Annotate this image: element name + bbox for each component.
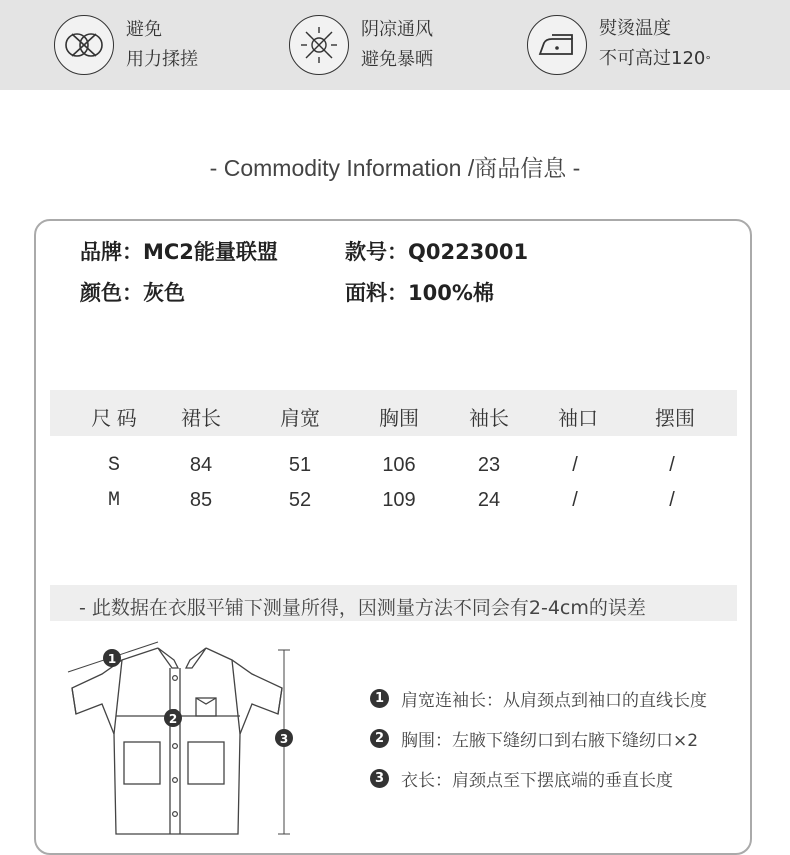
- diagram-marker-2: [164, 709, 182, 727]
- table-cell: M: [107, 489, 121, 512]
- marker-3-label: 3: [279, 732, 289, 746]
- care-iron-line2: [599, 44, 711, 76]
- care-wash-line2: 用力揉搓: [126, 49, 198, 70]
- care-iron-line1: 熨烫温度: [599, 18, 671, 39]
- brand-text: 品牌：MC2能量联盟: [80, 240, 278, 264]
- care-item-wash: [54, 14, 198, 76]
- legend-text: 肩宽连袖长：从肩颈点到袖口的直线长度: [401, 691, 707, 711]
- table-cell: S: [107, 454, 121, 477]
- table-cell: 85: [189, 489, 213, 511]
- care-sun-line1: 阴凉通风: [361, 19, 433, 40]
- care-item-iron: [527, 14, 711, 76]
- care-wash-line1: 避免: [126, 19, 162, 40]
- table-cell: 106: [382, 454, 416, 476]
- table-cell: /: [572, 454, 578, 476]
- section-title: - Commodity Information /商品信息 -: [209, 155, 581, 181]
- table-cell: /: [669, 489, 675, 511]
- table-cell: 52: [288, 489, 312, 511]
- marker-1-label: 1: [107, 652, 117, 666]
- header-cuff: 袖口: [558, 408, 598, 430]
- table-cell: 109: [382, 489, 416, 511]
- table-cell: 24: [477, 489, 501, 511]
- legend-text: 衣长：肩颈点至下摆底端的垂直长度: [401, 771, 673, 791]
- table-cell: 51: [288, 454, 312, 476]
- care-iron-temp: 不可高过120: [599, 48, 706, 69]
- legend-number: 3: [370, 769, 389, 788]
- model-text: 款号：Q0223001: [345, 240, 529, 264]
- care-iron-unit: °: [705, 54, 711, 67]
- no-sun-icon: [289, 15, 349, 75]
- header-chest: 胸围: [379, 408, 419, 430]
- care-sun-line2: 避免暴晒: [361, 49, 433, 70]
- header-size: 尺 码: [91, 408, 137, 430]
- header-shoulder: 肩宽: [280, 408, 320, 430]
- diagram-marker-1: [103, 649, 121, 667]
- table-cell: /: [669, 454, 675, 476]
- iron-icon: [527, 15, 587, 75]
- header-length: 裙长: [181, 408, 221, 430]
- no-wash-wring-icon: [54, 15, 114, 75]
- header-sleeve: 袖长: [469, 408, 509, 430]
- garment-diagram: [62, 638, 312, 838]
- diagram-marker-3: [275, 729, 293, 747]
- color-text: 颜色：灰色: [80, 281, 185, 305]
- marker-2-label: 2: [168, 712, 178, 726]
- legend-text: 胸围：左腋下缝纫口到右腋下缝纫口×2: [401, 731, 699, 751]
- measurement-note: - 此数据在衣服平铺下测量所得，因测量方法不同会有2-4cm的误差: [79, 597, 646, 619]
- legend-item-chest: [370, 726, 698, 751]
- legend-item-length: [370, 766, 673, 791]
- table-cell: 23: [477, 454, 501, 476]
- legend-item-shoulder-sleeve: [370, 686, 707, 711]
- header-hem: 摆围: [655, 408, 695, 430]
- legend-number: 1: [370, 689, 389, 708]
- care-item-sun: [289, 14, 433, 76]
- legend-number: 2: [370, 729, 389, 748]
- care-bar: [0, 0, 790, 90]
- fabric-text: 面料：100%棉: [345, 281, 494, 305]
- table-cell: /: [572, 489, 578, 511]
- table-cell: 84: [189, 454, 213, 476]
